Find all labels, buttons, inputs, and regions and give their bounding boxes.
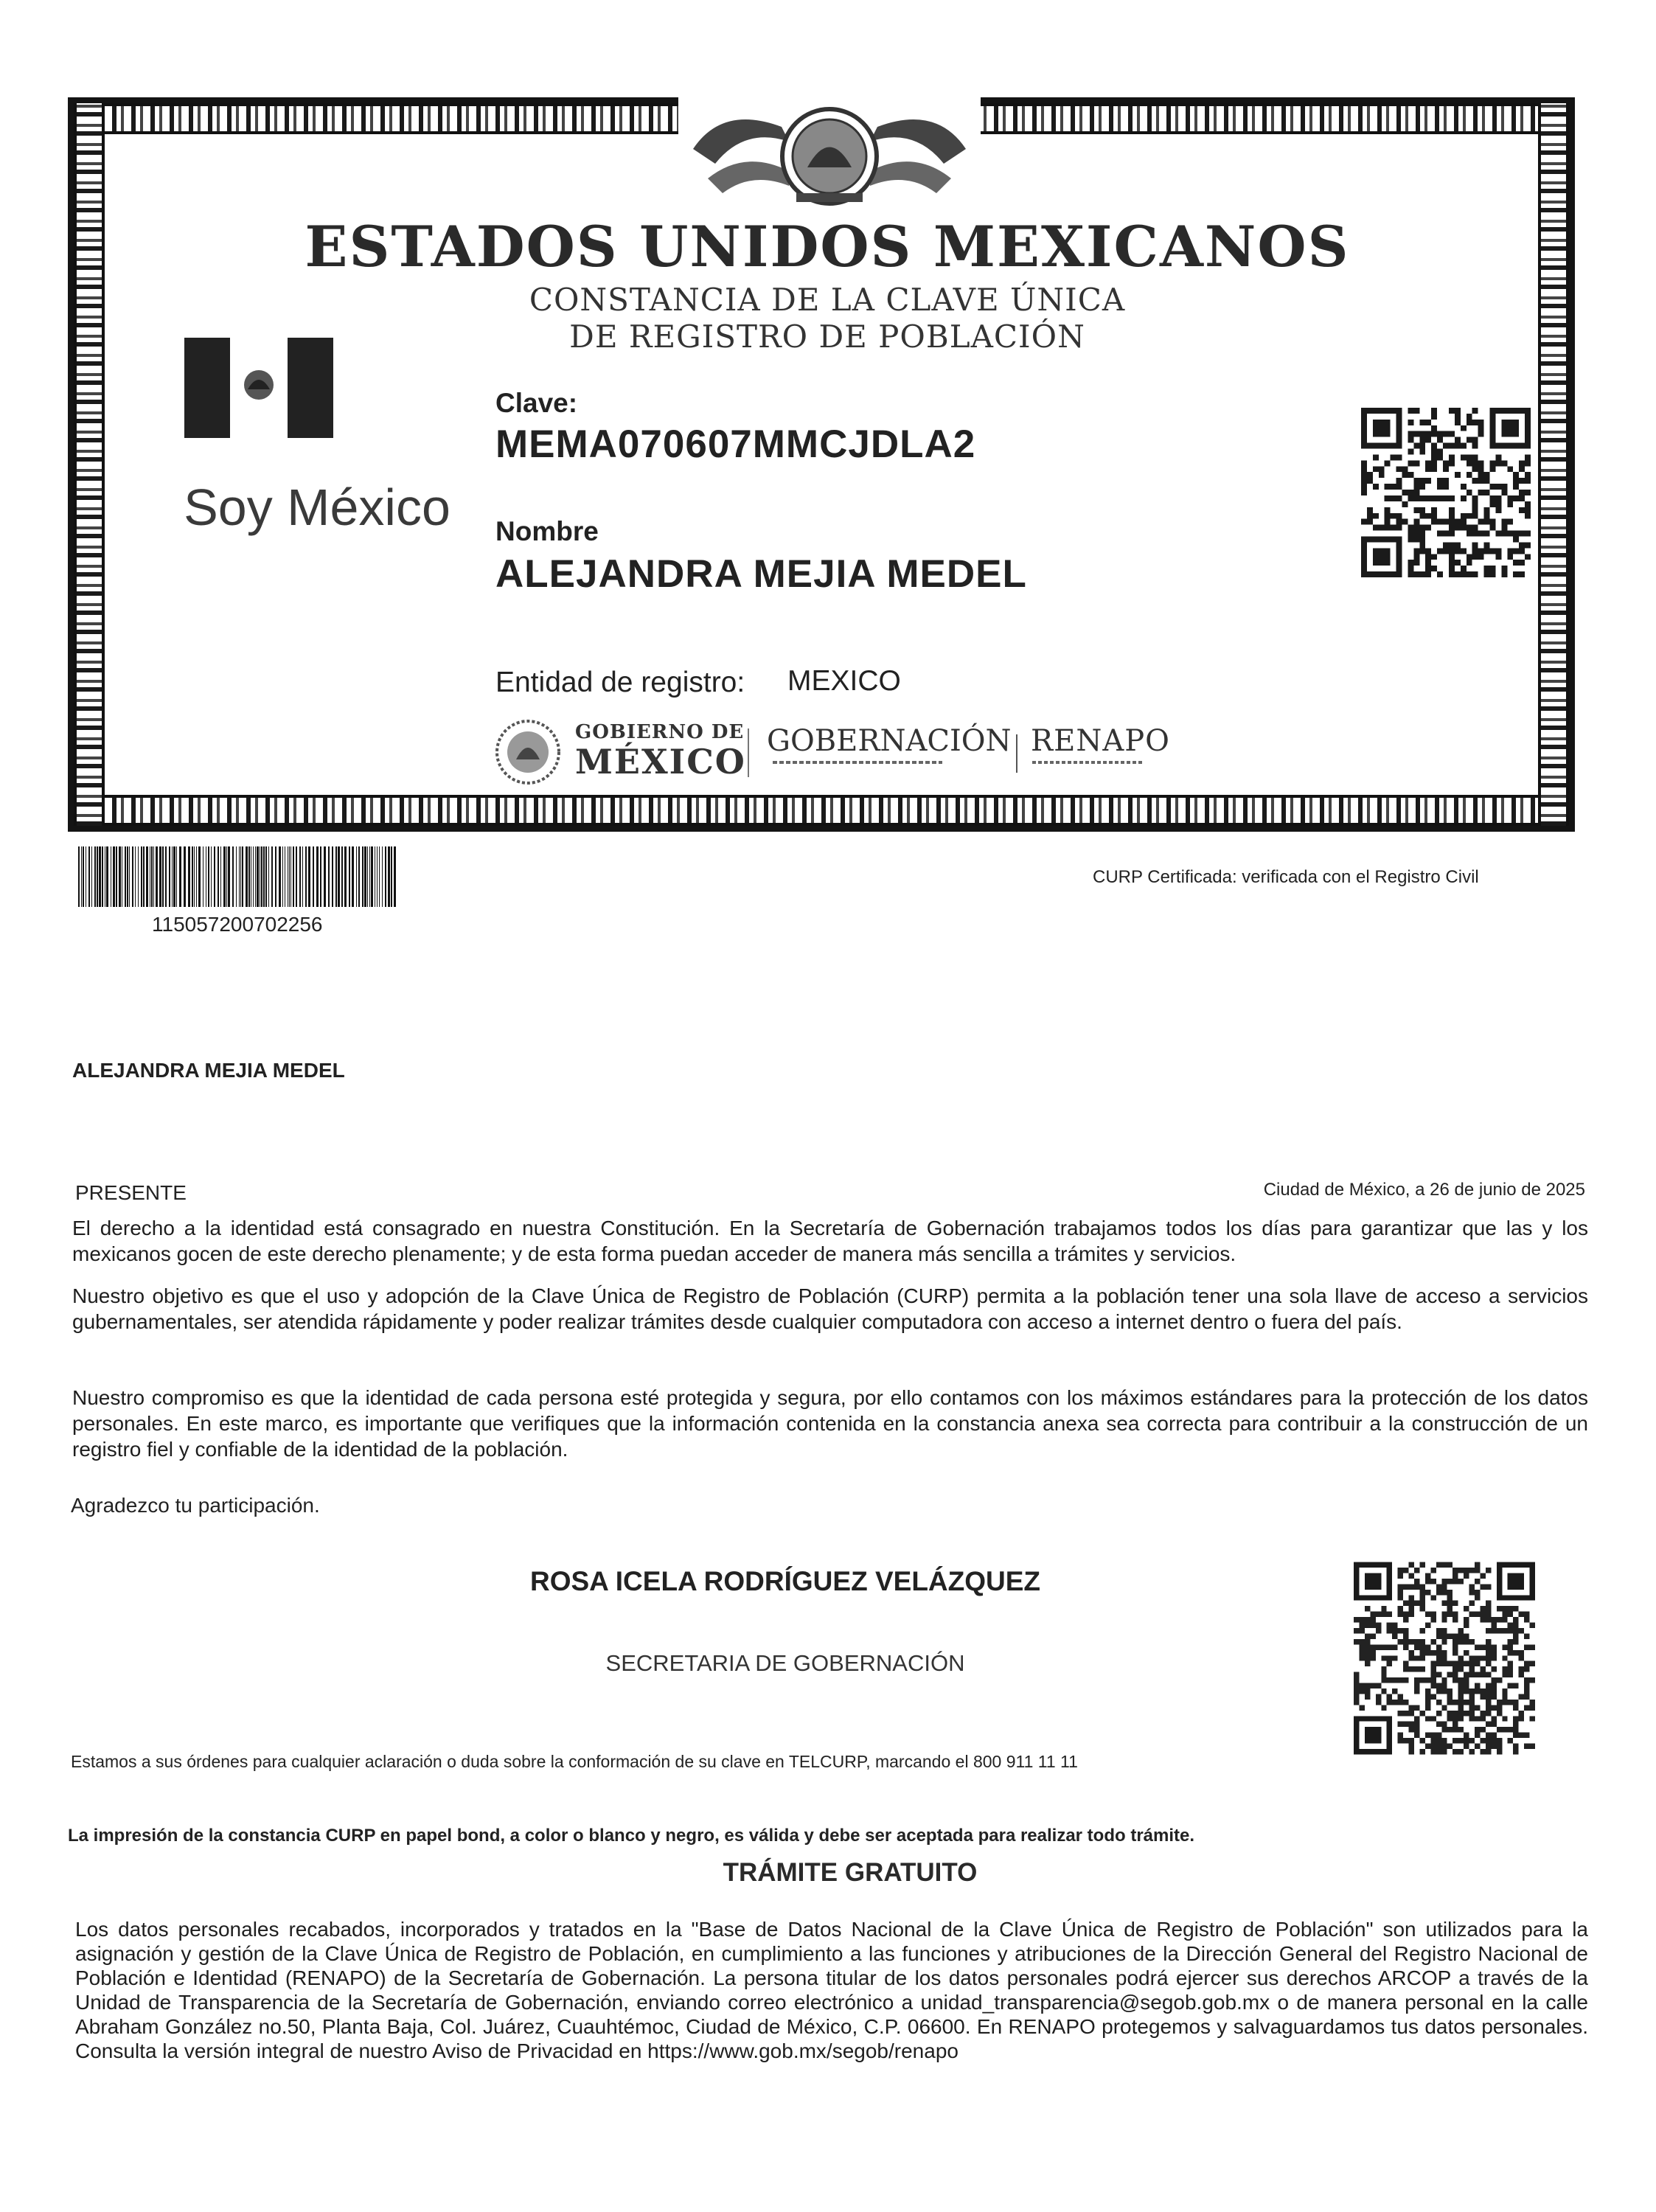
curp-certified-note: CURP Certificada: verificada con el Registro Civil	[1093, 867, 1479, 887]
privacy-notice: Los datos personales recabados, incorporados y tratados en la "Base de Datos Nacional de la Clave Única de Registro de Población" son utilizados para la asignación y gestión de la Clave Única de Registro de Población, en cumplimiento a las funciones y atribuciones de la Dirección General del Registro Nacional de Población e Identidad (RENAPO) de la Secretaría de Gobernación. La persona titular de los datos personales podrá ejercer sus derechos ARCOP a través de la Unidad de Transparencia de la Secretaría de Gobernación, enviando correo electrónico a unidad_transparencia@segob.gob.mx o de manera personal en la calle Abraham González no.50, Planta Baja, Col. Juárez, Cuauhtémoc, Ciudad de México, C.P. 06600. En RENAPO protegemos y salvaguardamos tus datos personales. Consulta la versión integral de nuestro Aviso de Privacidad en https://www.gob.mx/segob/renapo	[75, 1918, 1588, 2062]
logo-divider	[1016, 734, 1017, 773]
presente-label: PRESENTE	[75, 1181, 187, 1204]
barcode-icon	[78, 846, 397, 907]
letter-paragraph: El derecho a la identidad está consagrado en nuestra Constitución. En la Secretaría de Gobernación trabajamos todos los días para garantizar que las y los mexicanos gocen de este derecho plenamente; y de esta forma puedan acceder de manera más sencilla a trámites y servicios.	[72, 1217, 1588, 1265]
gobierno-de-text: GOBIERNO DE	[575, 721, 745, 743]
frame-border-left	[74, 103, 105, 826]
tramite-gratuito: TRÁMITE GRATUITO	[723, 1858, 978, 1887]
curp-certificate	[68, 97, 1575, 832]
coat-of-arms-icon	[678, 97, 981, 215]
certificate-title: ESTADOS UNIDOS MEXICANOS	[305, 214, 1350, 279]
certificate-subtitle-line-1: CONSTANCIA DE LA CLAVE ÚNICA	[529, 282, 1126, 318]
nombre-value: ALEJANDRA MEJIA MEDEL	[495, 552, 1027, 596]
signer-title: SECRETARIA DE GOBERNACIÓN	[605, 1650, 965, 1676]
bond-paper-note: La impresión de la constancia CURP en papel bond, a color o blanco y negro, es válida y debe ser aceptada para realizar todo trámite.	[68, 1826, 1195, 1846]
nombre-label: Nombre	[495, 516, 599, 546]
telcurp-note: Estamos a sus órdenes para cualquier aclaración o duda sobre la conformación de su clave en TELCURP, marcando el 800 911 11 11	[71, 1752, 1078, 1771]
certificate-subtitle-line-2: DE REGISTRO DE POBLACIÓN	[569, 319, 1085, 355]
frame-border-right	[1538, 103, 1569, 826]
entidad-label: Entidad de registro:	[495, 667, 745, 698]
gobernacion-logo-text: GOBERNACIÓN	[767, 724, 1012, 758]
clave-label: Clave:	[495, 388, 578, 418]
entidad-value: MEXICO	[787, 665, 901, 697]
date-line: Ciudad de México, a 26 de junio de 2025	[1263, 1180, 1585, 1200]
logo-divider	[748, 728, 749, 777]
soy-mexico-brand: Soy México	[184, 479, 450, 536]
government-seal-icon	[494, 718, 562, 786]
closing-line: Agradezco tu participación.	[71, 1494, 320, 1517]
qr-code-icon	[1354, 1562, 1535, 1755]
renapo-logo-text: RENAPO	[1031, 724, 1170, 758]
barcode-number: 115057200702256	[152, 913, 323, 936]
letter-paragraph: Nuestro objetivo es que el uso y adopción de la Clave Única de Registro de Población (CURP) permita a la población tener una sola llave de acceso a servicios gubernamentales, ser atendida rápidamente y poder realizar trámites desde cualquier computadora con acceso a internet dentro o fuera del país.	[72, 1284, 1588, 1333]
signer-name: ROSA ICELA RODRÍGUEZ VELÁZQUEZ	[529, 1566, 1041, 1596]
mexico-text: MÉXICO	[575, 742, 746, 782]
qr-code-icon	[1361, 404, 1531, 581]
mexican-flag-icon	[184, 338, 333, 438]
clave-value: MEMA070607MMCJDLA2	[495, 422, 976, 466]
frame-border-bottom	[74, 795, 1569, 826]
letter-paragraph: Nuestro compromiso es que la identidad de cada persona esté protegida y segura, por ello contamos con los máximos estándares para la protección de los datos personales. En este marco, es importante que verifiques que la información contenida en la constancia anexa sea correcta para contribuir a la construcción de un registro fiel y confiable de la identidad de la población.	[72, 1386, 1588, 1461]
gobernacion-subline	[773, 761, 942, 764]
recipient-name: ALEJANDRA MEJIA MEDEL	[72, 1059, 345, 1082]
renapo-subline	[1032, 761, 1143, 764]
